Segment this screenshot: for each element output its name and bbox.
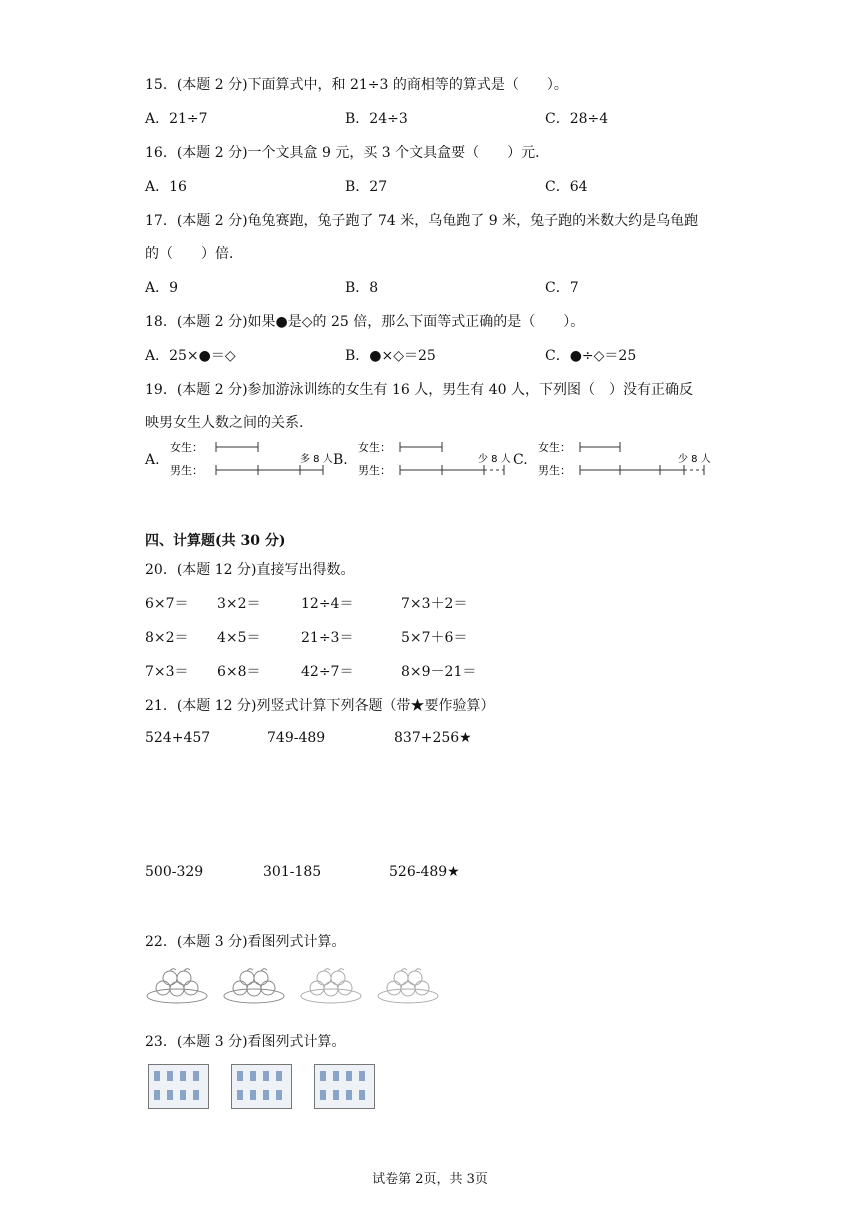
- box-icon: [149, 1065, 209, 1109]
- section-heading: 四、计算题(共 30 分): [145, 533, 286, 549]
- q18-option-b: B．●×◇＝25: [345, 348, 436, 364]
- q15-stem: 15．(本题 2 分)下面算式中，和 21÷3 的商相等的算式是（ ）。: [145, 77, 568, 93]
- q16-option-c: C．64: [545, 179, 588, 195]
- girls-label: 女生：: [538, 441, 571, 454]
- q20-expr: 4×5＝: [217, 630, 261, 646]
- q20-expr: 7×3＋2＝: [401, 596, 468, 612]
- box-icon: [232, 1065, 292, 1109]
- q20-expr: 7×3＝: [145, 664, 189, 680]
- q20-expr: 21÷3＝: [301, 630, 354, 646]
- q17-option-c: C．7: [545, 280, 579, 296]
- q15-option-b: B．24÷3: [345, 111, 408, 127]
- apple-plate-icon: [301, 969, 361, 1003]
- q20-stem: 20．(本题 12 分)直接写出得数。: [145, 562, 355, 578]
- q16-stem: 16．(本题 2 分)一个文具盒 9 元，买 3 个文具盒要（ ）元．: [145, 145, 550, 161]
- less-8-note: 少 8 人: [478, 454, 511, 465]
- q21-expr: 301-185: [263, 864, 322, 880]
- q20-expr: 6×8＝: [217, 664, 261, 680]
- q18-option-a: A．25×●＝◇: [145, 348, 236, 364]
- q19-diagram-a: [168, 438, 338, 480]
- q19-diagram-b: [356, 438, 511, 480]
- q19-option-a-label: A.: [145, 452, 160, 468]
- q20-expr: 8×2＝: [145, 630, 189, 646]
- boxes-image: [148, 1064, 378, 1112]
- q20-expr: 12÷4＝: [301, 596, 354, 612]
- q21-expr: 526-489★: [389, 864, 460, 880]
- q19-stem-line1: 19．(本题 2 分)参加游泳训练的女生有 16 人，男生有 40 人，下列图（ ）没有正确反: [145, 382, 693, 398]
- q17-stem-line2: 的（ ）倍．: [145, 246, 243, 262]
- q17-stem-line1: 17．(本题 2 分)龟兔赛跑，兔子跑了 74 米，乌龟跑了 9 米，兔子跑的米数大约是乌龟跑: [145, 213, 699, 229]
- girls-label: 女生：: [358, 441, 391, 454]
- q20-expr: 6×7＝: [145, 596, 189, 612]
- boys-label: 男生：: [538, 464, 571, 477]
- q21-expr: 524+457: [145, 730, 211, 746]
- q18-option-c: C．●÷◇＝25: [545, 348, 637, 364]
- q20-expr: 8×9－21＝: [401, 664, 477, 680]
- q21-stem: 21．(本题 12 分)列竖式计算下列各题（带★要作验算）: [145, 698, 495, 714]
- q18-stem: 18．(本题 2 分)如果●是◇的 25 倍，那么下面等式正确的是（ ）。: [145, 314, 585, 330]
- page-footer: 试卷第 2页，共 3页: [372, 1172, 488, 1187]
- apple-plate-icon: [378, 969, 438, 1003]
- q20-expr: 3×2＝: [217, 596, 261, 612]
- box-icon: [315, 1065, 375, 1109]
- more-8-note: 多 8 人: [300, 454, 333, 465]
- girls-label: 女生：: [170, 441, 203, 454]
- boys-label: 男生：: [358, 464, 391, 477]
- q16-option-b: B．27: [345, 179, 388, 195]
- q16-option-a: A．16: [145, 179, 187, 195]
- q17-option-a: A．9: [145, 280, 179, 296]
- q20-expr: 5×7＋6＝: [401, 630, 468, 646]
- boys-label: 男生：: [170, 464, 203, 477]
- q21-expr: 837+256★: [394, 730, 472, 746]
- q21-expr: 749-489: [267, 730, 326, 746]
- q19-option-b-label: B.: [333, 452, 348, 468]
- q19-option-c-label: C.: [513, 452, 528, 468]
- q19-diagram-c: [536, 438, 711, 480]
- q22-stem: 22．(本题 3 分)看图列式计算。: [145, 934, 346, 950]
- apple-plate-icon: [224, 969, 284, 1003]
- q23-stem: 23．(本题 3 分)看图列式计算。: [145, 1034, 346, 1050]
- less-8-note: 少 8 人: [678, 454, 711, 465]
- q21-expr: 500-329: [145, 864, 204, 880]
- q19-stem-line2: 映男女生人数之间的关系.: [145, 415, 304, 431]
- apple-plates-image: [143, 962, 443, 1006]
- q17-option-b: B．8: [345, 280, 379, 296]
- q20-expr: 42÷7＝: [301, 664, 354, 680]
- apple-plate-icon: [147, 969, 207, 1003]
- q15-option-a: A．21÷7: [145, 111, 208, 127]
- q15-option-c: C．28÷4: [545, 111, 609, 127]
